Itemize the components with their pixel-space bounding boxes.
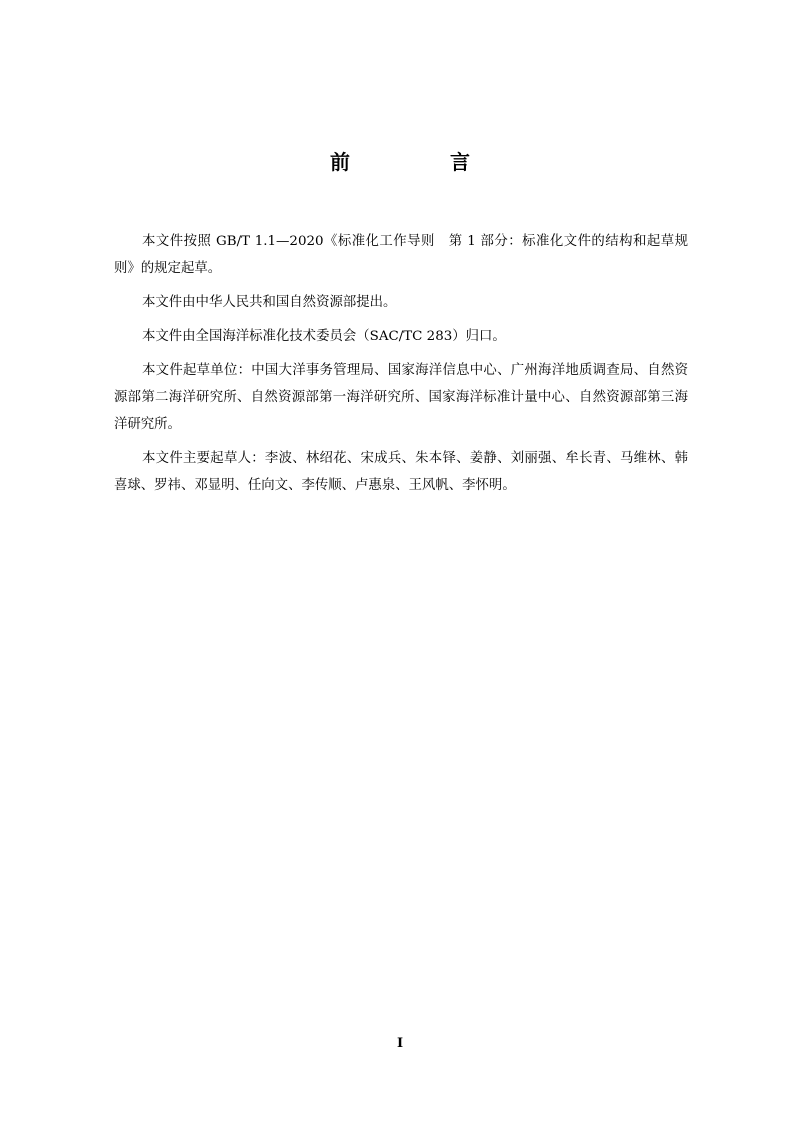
document-body — [114, 228, 688, 506]
page-number: I — [396, 1036, 404, 1051]
paragraph-proposer: 本文件由中华人民共和国自然资源部提出。 — [142, 295, 397, 310]
paragraph-main-drafters: 本文件主要起草人：李波、林绍花、宋成兵、朱本铎、姜静、刘丽强、牟长青、马维林、韩喜球、罗祎、邓显明、任向文、李传顺、卢惠泉、王风帆、李怀明。 — [114, 451, 688, 493]
page-title: 前 言 — [330, 150, 510, 174]
paragraph-administrator: 本文件由全国海洋标准化技术委员会（SAC/TC 283）归口。 — [142, 329, 506, 344]
paragraph-drafting-units: 本文件起草单位：中国大洋事务管理局、国家海洋信息中心、广州海洋地质调查局、自然资源部第二海洋研究所、自然资源部第一海洋研究所、国家海洋标准计量中心、自然资源部第三海洋研究所。 — [114, 363, 688, 432]
paragraph-drafting-basis: 本文件按照 GB/T 1.1—2020《标准化工作导则 第 1 部分：标准化文件的结构和起草规则》的规定起草。 — [114, 234, 688, 276]
